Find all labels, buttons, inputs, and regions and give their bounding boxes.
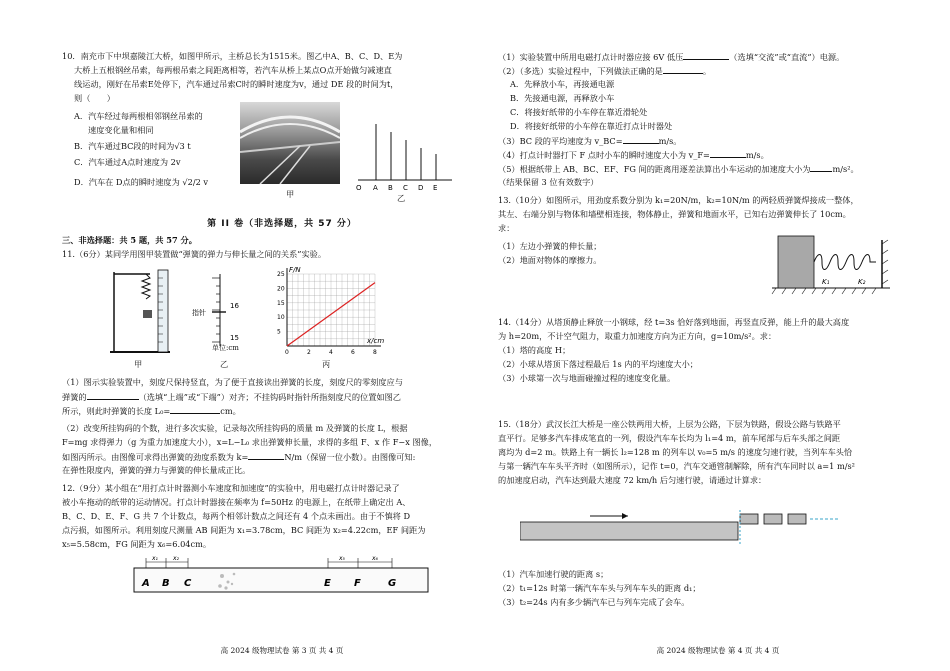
ruler-tick-15: 15 <box>230 334 239 342</box>
q12-r5b: m/s²。 <box>832 164 859 174</box>
q11-fig-jia-label: 甲 <box>134 359 143 369</box>
k1-label: K₁ <box>822 278 830 286</box>
section-3-title: 三、非选择题：共 5 题，共 57 分。 <box>62 235 197 245</box>
q12-line1: 12.（9分）某小组在“用打点计时器测小车速度和加速度”的实验中，用电磁打点计时器记录了 <box>62 483 400 493</box>
car <box>740 514 758 524</box>
q11-p1-line3b: cm。 <box>220 406 241 416</box>
k2-label: K₂ <box>858 278 866 286</box>
tape-point-label: A <box>142 578 150 589</box>
spring-apparatus <box>100 266 180 356</box>
fig-yi-label: 乙 <box>397 193 406 203</box>
tape-point-label: F <box>354 578 361 589</box>
y-tick-label: 20 <box>277 285 285 293</box>
q11-p1-line3a: 所示，则此时弹簧的长度 L₀= <box>62 406 171 416</box>
q14-sub2: （2）小球从塔顶下落过程最后 1s 内的平均速度大小； <box>498 359 698 369</box>
unit-label: 单位:cm <box>212 344 239 352</box>
x-tick-label: 2 <box>307 349 311 356</box>
q12-option-d: D．将接好纸带的小车停在靠近打点计时器处 <box>510 121 673 131</box>
pointer-label: 指针 <box>192 309 206 317</box>
q12-line5: x₅=5.58cm，FG 间距为 x₆=6.04cm。 <box>62 539 212 549</box>
q12-line4: 点污损，如图所示。利用刻度尺测量 AB 间距为 x₁=3.78cm，BC 间距为 x₂=4.22cm，EF 间距为 <box>62 525 426 535</box>
x-tick-label: 0 <box>285 349 289 356</box>
tape-point-label: C <box>184 578 192 589</box>
car <box>764 514 782 524</box>
q15-line3: 离均为 d=2 m。铁路上有一辆长 l₂=128 m 的列车以 v₀=5 m/s 的速度匀速行驶，当列车车头恰 <box>498 447 853 457</box>
train-cars-diagram <box>520 506 840 546</box>
axis-label: A <box>373 184 378 192</box>
q12-r4a: （4）打点计时器打下 F 点时小车的瞬时速度大小为 v_F= <box>498 150 710 160</box>
q11-p1-line2a: 弹簧的 <box>62 392 87 402</box>
x-tick-label: 8 <box>373 349 377 356</box>
answer-blank[interactable] <box>623 134 659 144</box>
q12-option-a: A．先释放小车，再接通电源 <box>510 79 615 89</box>
springs <box>814 255 876 270</box>
block <box>778 236 814 288</box>
q10-option-a: A．汽车经过每两根相邻钢丝吊索的 <box>74 111 203 121</box>
q10-option-b: B．汽车通过BC段的时间为√3 t <box>74 141 191 151</box>
axis-label: B <box>388 184 393 192</box>
answer-blank[interactable] <box>248 450 284 460</box>
q14-sub3: （3）小球第一次与地面碰撞过程的速度变化量。 <box>498 373 676 383</box>
axis-label: E <box>433 184 438 192</box>
q13-sub2: （2）地面对物体的摩擦力。 <box>498 255 602 265</box>
bridge-photo-drawing <box>240 102 340 184</box>
q12-r1b: （选填“交流”或“直流”）电源。 <box>729 52 845 62</box>
q11-line1: 11.（6分）某同学用图甲装置做“弹簧的弹力与伸长量之间的关系”实验。 <box>62 249 327 259</box>
q10-line4: 则（ ） <box>74 93 115 103</box>
cable-diagram <box>354 118 454 198</box>
right-page <box>498 0 938 671</box>
q12-r3b: m/s。 <box>658 136 682 146</box>
tape-x-label: x₂ <box>173 555 179 562</box>
q15-sub1: （1）汽车加速行驶的距离 s； <box>498 569 609 579</box>
q12-option-c: C．将接好纸带的小车停在靠近滑轮处 <box>510 107 648 117</box>
axis-label: D <box>418 184 424 192</box>
tape-x-label: x₁ <box>152 555 158 562</box>
q12-r2b: 。 <box>702 66 712 76</box>
axis-label: C <box>403 184 408 192</box>
q13-line3: 求： <box>498 223 515 233</box>
q10-line1: 10．南充市下中坝嘉陵江大桥，如图甲所示，主桥总长为1515米。图乙中A、B、C、D、E为 <box>62 51 403 61</box>
q11-p2-line4: 在弹性限度内，弹簧的弹力与弹簧的伸长量成正比。 <box>62 465 251 475</box>
q13-line2: 其左、右端分别与物体和墙壁相连接，物体静止，弹簧和地面水平，已知右边弹簧伸长了 10cm。 <box>498 209 851 219</box>
ruler-reading <box>190 270 260 350</box>
q10-option-a-cont: 速度变化量和相同 <box>88 125 154 135</box>
tape-x-label: x₅ <box>339 555 345 562</box>
y-tick-label: 5 <box>277 328 281 336</box>
q15-line1: 15.（18分）武汉长江大桥是一座公铁两用大桥，上层为公路，下层为铁路，假设公路与铁路平 <box>498 419 841 429</box>
q15-sub3: （3）t₂=24s 内有多少辆汽车已与列车完成了会车。 <box>498 597 690 607</box>
graph-ylabel: F/N <box>289 266 301 274</box>
q13-line1: 13.（10分）如图所示，用劲度系数分别为 k₁=20N/m，k₂=10N/m 的两轻质弹簧焊接成一整体， <box>498 195 859 205</box>
f-x-graph <box>267 266 387 358</box>
q11-p2-line2: F=mg 求得弹力（g 为重力加速度大小），x=L−L₀ 求出弹簧伸长量，求得的多组 F、x 作 F−x 图像， <box>62 437 438 447</box>
q14-line1: 14.（14分）从塔顶静止释放一小钢球，经 t=3s 恰好落到地面，再竖直反弹，能上升的最大高度 <box>498 317 850 327</box>
answer-blank[interactable] <box>810 162 832 172</box>
y-tick-label: 15 <box>277 299 285 307</box>
x-tick-label: 6 <box>351 349 355 356</box>
q10-option-d: D．汽车在 D点的瞬时速度为 √2/2 v <box>74 177 209 187</box>
graph-xlabel: x/cm <box>367 337 385 345</box>
left-page <box>62 0 502 671</box>
fig-jia-label: 甲 <box>286 189 295 199</box>
paper-tape <box>132 554 432 598</box>
q15-sub2: （2）t₁=12s 时第一辆汽车车头与列车车头的距离 d₁； <box>498 583 701 593</box>
q11-p2-line1: （2）改变所挂钩码的个数，进行多次实验，记录每次所挂钩码的质量 m 及弹簧的长度 L，根据 <box>62 423 408 433</box>
q12-r5a: （5）根据纸带上 AB、BC、EF、FG 间的距离用逐差法算出小车运动的加速度大小为 <box>498 164 811 174</box>
q11-p2-line3b: N/m（保留一位小数）。由图像可知: <box>284 452 416 462</box>
ruler-tick-16: 16 <box>230 302 239 310</box>
section-2-title: 第 II 卷（非选择题，共 57 分） <box>207 219 357 229</box>
tape-x-label: x₆ <box>372 555 378 562</box>
q14-sub1: （1）塔的高度 H； <box>498 345 571 355</box>
q13-sub1: （1）左边小弹簧的伸长量； <box>498 241 602 251</box>
answer-blank[interactable] <box>683 50 729 60</box>
q15-line4: 与第一辆汽车车头平齐时（如图所示），记作 t=0，汽车交通管制解除，所有汽车同时以 a=1 m/s² <box>498 461 855 471</box>
train <box>520 522 738 540</box>
answer-blank[interactable] <box>710 148 746 158</box>
answer-blank[interactable] <box>663 64 703 74</box>
q15-line2: 直平行。足够多汽车排成笔直的一列，假设汽车车长均为 l₁=4 m，前车尾部与后车头部之间距 <box>498 433 841 443</box>
q12-line2: 被小车拖动的纸带的运动情况。打点计时器接在频率为 f=50Hz 的电源上，在纸带上确定出 A、 <box>62 497 411 507</box>
q11-fig-bing-label: 丙 <box>322 359 331 369</box>
q12-note: （结果保留 3 位有效数字） <box>498 177 599 187</box>
right-footer: 高 2024 级物理试卷 第 4 页 共 4 页 <box>656 646 780 655</box>
q10-line3: 线运动，刚好在吊索E处停下，汽车通过吊索C时的瞬时速度为v，通过 DE 段的时间为t， <box>74 79 399 89</box>
axis-label: O <box>356 184 362 192</box>
answer-blank[interactable] <box>170 404 220 414</box>
q12-option-b: B．先接通电源，再释放小车 <box>510 93 615 103</box>
tape-point-label: B <box>162 578 170 589</box>
car <box>788 514 806 524</box>
q12-r1a: （1）实验装置中所用电磁打点计时器应接 6V 低压 <box>498 52 684 62</box>
spring-block-diagram <box>770 232 900 296</box>
left-footer: 高 2024 级物理试卷 第 3 页 共 4 页 <box>220 646 344 655</box>
q12-r3a: （3）BC 段的平均速度为 v_BC= <box>498 136 623 146</box>
answer-blank[interactable] <box>87 390 139 400</box>
q10-line2: 大桥上五根钢丝吊索，每两根吊索之间距离相等，若汽车从桥上某点O点开始做匀减速直 <box>74 65 392 75</box>
q12-line3: B、C、D、E、F、G 共 7 个计数点，每两个相邻计数点之间还有 4 个点未画出。由于不慎将 D <box>62 511 411 521</box>
y-tick-label: 10 <box>277 314 285 322</box>
q12-r4b: m/s。 <box>745 150 769 160</box>
q12-r2a: （2）（多选）实验过程中，下列做法正确的是 <box>498 66 663 76</box>
q14-line2: 为 h=20m，不计空气阻力，取重力加速度方向为正方向，g=10m/s²。求： <box>498 331 777 341</box>
q15-line5: 的加速度启动，汽车达到最大速度 72 km/h 后匀速行驶，请通过计算求： <box>498 475 767 485</box>
q11-p1-line2b: （选填“上端”或“下端”）对齐；不挂钩码时指针所指刻度尺的位置如图乙 <box>138 392 401 402</box>
y-tick-label: 25 <box>277 271 285 278</box>
tape-point-label: G <box>388 578 397 589</box>
q11-p1-line1: （1）图示实验装置中，刻度尺保持竖直，为了便于直接读出弹簧的长度，刻度尺的零刻度应与 <box>62 377 403 387</box>
x-tick-label: 4 <box>329 349 333 356</box>
q11-p2-line3a: 如图丙所示。由图像可求得出弹簧的劲度系数为 k= <box>62 452 249 462</box>
tape-point-label: E <box>324 578 331 589</box>
q10-option-c: C．汽车通过A点时速度为 2v <box>74 157 181 167</box>
bridge-photo <box>240 102 340 184</box>
q11-fig-yi-label: 乙 <box>220 359 229 369</box>
